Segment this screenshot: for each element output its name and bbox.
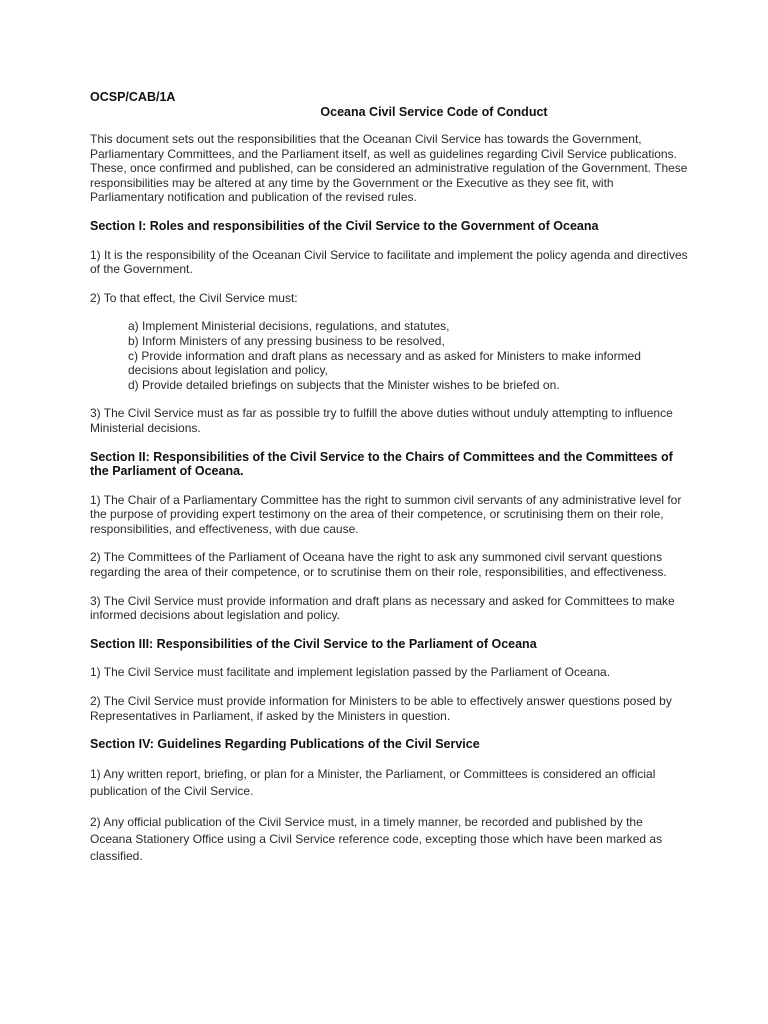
section-3-heading: Section III: Responsibilities of the Civil Service to the Parliament of Oceana xyxy=(90,636,537,651)
section-2-paragraph-2: 2) The Committees of the Parliament of Oceana have the right to ask any summoned civil servant questions regarding the area of their competence, or to scrutinise them on their role, responsibilities, and effectiveness. xyxy=(90,550,667,580)
document-page xyxy=(90,90,688,879)
list-item: d) Provide detailed briefings on subjects that the Minister wishes to be briefed on. xyxy=(128,377,560,392)
section-4-body xyxy=(90,766,688,865)
section-2-heading: Section II: Responsibilities of the Civil Service to the Chairs of Committees and the Committees of the Parliament of Oceana. xyxy=(90,449,673,479)
section-1-paragraph-2: 2) To that effect, the Civil Service must: xyxy=(90,290,298,305)
list-item: c) Provide information and draft plans as necessary and as asked for Ministers to make informed decisions about legislation and policy, xyxy=(128,348,641,378)
section-1-paragraph-1: 1) It is the responsibility of the Oceanan Civil Service to facilitate and implement the policy agenda and directives of the Government. xyxy=(90,247,688,277)
section-4-paragraph-2: 2) Any official publication of the Civil Service must, in a timely manner, be recorded and published by the Oceana Stationery Office using a Civil Service reference code, excepting those which have been marked as classified. xyxy=(90,814,663,863)
section-4-paragraph-1: 1) Any written report, briefing, or plan for a Minister, the Parliament, or Committees is considered an official publication of the Civil Service. xyxy=(90,766,656,798)
section-2-paragraph-3: 3) The Civil Service must provide information and draft plans as necessary and asked for Committees to make informed decisions about legislation and policy. xyxy=(90,593,675,623)
section-3-paragraph-1: 1) The Civil Service must facilitate and implement legislation passed by the Parliament of Oceana. xyxy=(90,665,611,680)
document-title: Oceana Civil Service Code of Conduct xyxy=(320,105,548,119)
section-1-heading: Section I: Roles and responsibilities of the Civil Service to the Government of Oceana xyxy=(90,218,599,233)
section-2-paragraph-1: 1) The Chair of a Parliamentary Committee has the right to summon civil servants of any administrative level for the purpose of providing expert testimony on the area of their competence, or scrutinising them on their role, responsibilities, and effectiveness, with due cause. xyxy=(90,492,682,536)
document-code: OCSP/CAB/1A xyxy=(90,90,176,104)
list-item: b) Inform Ministers of any pressing business to be resolved, xyxy=(128,333,445,348)
list-item: a) Implement Ministerial decisions, regulations, and statutes, xyxy=(128,319,450,334)
section-4-heading: Section IV: Guidelines Regarding Publications of the Civil Service xyxy=(90,737,480,752)
section-1-duties-list xyxy=(128,319,688,392)
intro-paragraph: This document sets out the responsibilities that the Oceanan Civil Service has towards the Government, Parliamentary Committees, and the Parliament itself, as well as guidelines regarding Civil Service publications. These, once confirmed and published, can be considered an administrative regulation of the Government. These responsibilities may be altered at any time by the Government or the Executive as they see fit, with Parliamentary notification and publication of the revised rules. xyxy=(90,132,688,205)
section-3-paragraph-2: 2) The Civil Service must provide information for Ministers to be able to effectively answer questions posed by Representatives in Parliament, if asked by the Ministers in question. xyxy=(90,694,672,723)
section-1-paragraph-3: 3) The Civil Service must as far as possible try to fulfill the above duties without unduly attempting to influence Ministerial decisions. xyxy=(90,406,673,435)
